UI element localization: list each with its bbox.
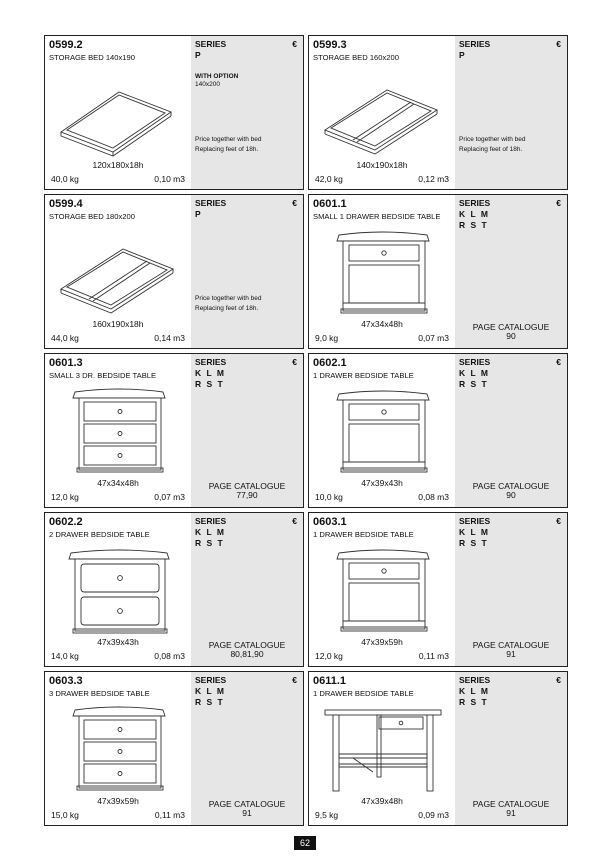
- currency-symbol: €: [556, 675, 561, 685]
- series-panel: [191, 36, 303, 189]
- option-value: 140x200: [195, 81, 220, 88]
- series-panel: [455, 354, 567, 507]
- product-title: 1 DRAWER BEDSIDE TABLE: [313, 371, 414, 380]
- product-code: 0599.2: [49, 39, 83, 51]
- currency-symbol: €: [556, 516, 561, 526]
- page-catalogue-label: PAGE CATALOGUE: [472, 481, 550, 491]
- product-card-0602-2: [44, 512, 304, 667]
- page-catalogue-label: PAGE CATALOGUE: [472, 640, 550, 650]
- product-volume: 0,09 m3: [418, 810, 449, 820]
- product-dimensions: 47x39x43h: [361, 478, 403, 488]
- page-catalogue-label: PAGE CATALOGUE: [208, 640, 286, 650]
- product-weight: 15,0 kg: [51, 810, 79, 820]
- storage-bed-divided-icon: [53, 223, 183, 318]
- bedside-one-drawer-open-icon: [317, 541, 447, 636]
- product-info: [45, 195, 191, 348]
- storage-bed-divided-icon: [317, 64, 447, 159]
- currency-symbol: €: [556, 357, 561, 367]
- product-code: 0599.3: [313, 39, 347, 51]
- page-catalogue-pages: 90: [506, 331, 516, 341]
- product-volume: 0,08 m3: [418, 492, 449, 502]
- series-panel: [191, 672, 303, 825]
- series-codes: P: [195, 50, 203, 60]
- product-volume: 0,11 m3: [418, 651, 449, 661]
- product-title: 1 DRAWER BEDSIDE TABLE: [313, 530, 414, 539]
- product-weight: 14,0 kg: [51, 651, 79, 661]
- product-title: 2 DRAWER BEDSIDE TABLE: [49, 530, 150, 539]
- page-catalogue: [455, 641, 567, 659]
- page-number: 62: [294, 836, 316, 850]
- series-panel: [455, 36, 567, 189]
- currency-symbol: €: [292, 198, 297, 208]
- product-info: [45, 672, 191, 825]
- bedside-one-drawer-open-icon: [317, 382, 447, 477]
- series-codes: K L M R S T: [459, 368, 490, 389]
- page-catalogue: [455, 482, 567, 500]
- product-code: 0599.4: [49, 198, 83, 210]
- series-codes: P: [459, 50, 467, 60]
- currency-symbol: €: [556, 198, 561, 208]
- product-code: 0603.3: [49, 675, 83, 687]
- page-catalogue-pages: 91: [242, 808, 252, 818]
- product-card-0603-3: [44, 671, 304, 826]
- product-title: STORAGE BED 140x190: [49, 53, 135, 62]
- series-label: SERIES: [459, 198, 491, 208]
- series-codes: K L M R S T: [459, 209, 490, 230]
- page-catalogue-pages: 91: [506, 649, 516, 659]
- product-info: [45, 354, 191, 507]
- series-label: SERIES: [459, 675, 491, 685]
- option-title: WITH OPTION: [195, 73, 239, 80]
- page-catalogue-pages: 80,81,90: [230, 649, 264, 659]
- product-volume: 0,14 m3: [154, 333, 185, 343]
- product-code: 0602.1: [313, 357, 347, 369]
- product-card-0603-1: [308, 512, 568, 667]
- product-dimensions: 47x39x59h: [97, 796, 139, 806]
- bedside-three-drawer-icon: [53, 700, 183, 795]
- page-catalogue-label: PAGE CATALOGUE: [208, 799, 286, 809]
- product-dimensions: 160x190x18h: [92, 319, 144, 329]
- product-card-0599-3: [308, 35, 568, 190]
- product-weight: 12,0 kg: [315, 651, 343, 661]
- page-catalogue-pages: 90: [506, 490, 516, 500]
- product-dimensions: 47x34x48h: [97, 478, 139, 488]
- product-volume: 0,07 m3: [154, 492, 185, 502]
- product-code: 0602.2: [49, 516, 83, 528]
- series-codes: K L M R S T: [459, 527, 490, 548]
- product-note: Price together with bed Replacing feet of 18h.: [459, 136, 526, 153]
- series-label: SERIES: [459, 516, 491, 526]
- product-note: Price together with bed Replacing feet of 18h.: [195, 136, 262, 153]
- series-codes: K L M R S T: [459, 686, 490, 707]
- product-weight: 10,0 kg: [315, 492, 343, 502]
- page-catalogue: [191, 800, 303, 818]
- bedside-two-drawer-icon: [53, 541, 183, 636]
- series-panel: [455, 672, 567, 825]
- bedside-three-drawer-icon: [53, 382, 183, 477]
- product-title: STORAGE BED 180x200: [49, 212, 135, 221]
- series-codes: P: [195, 209, 203, 219]
- series-label: SERIES: [195, 516, 227, 526]
- page-catalogue-label: PAGE CATALOGUE: [472, 799, 550, 809]
- product-card-0601-3: [44, 353, 304, 508]
- series-label: SERIES: [459, 39, 491, 49]
- product-info: [309, 36, 455, 189]
- series-panel: [191, 195, 303, 348]
- bedside-one-drawer-open-icon: [317, 223, 447, 318]
- page-catalogue: [455, 800, 567, 818]
- product-info: [309, 195, 455, 348]
- product-code: 0611.1: [313, 675, 347, 687]
- product-volume: 0,12 m3: [418, 174, 449, 184]
- product-title: SMALL 3 DR. BEDSIDE TABLE: [49, 371, 157, 380]
- product-volume: 0,11 m3: [154, 810, 185, 820]
- bedside-legged-table-icon: [317, 700, 447, 795]
- product-card-0599-2: [44, 35, 304, 190]
- series-codes: K L M R S T: [195, 686, 226, 707]
- product-weight: 9,5 kg: [315, 810, 339, 820]
- page-catalogue-pages: 77,90: [236, 490, 258, 500]
- product-weight: 12,0 kg: [51, 492, 79, 502]
- page-catalogue: [191, 482, 303, 500]
- product-title: STORAGE BED 160x200: [313, 53, 399, 62]
- product-info: [45, 36, 191, 189]
- product-dimensions: 140x190x18h: [356, 160, 408, 170]
- product-note: Price together with bed Replacing feet of 18h.: [195, 295, 262, 312]
- series-label: SERIES: [459, 357, 491, 367]
- currency-symbol: €: [292, 675, 297, 685]
- product-card-0599-4: [44, 194, 304, 349]
- product-volume: 0,10 m3: [154, 174, 185, 184]
- product-info: [309, 513, 455, 666]
- product-dimensions: 47x39x43h: [97, 637, 139, 647]
- currency-symbol: €: [292, 357, 297, 367]
- series-panel: [455, 195, 567, 348]
- product-code: 0601.3: [49, 357, 83, 369]
- series-label: SERIES: [195, 357, 227, 367]
- currency-symbol: €: [292, 516, 297, 526]
- product-title: 1 DRAWER BEDSIDE TABLE: [313, 689, 414, 698]
- product-card-0601-1: [308, 194, 568, 349]
- product-info: [309, 354, 455, 507]
- product-volume: 0,07 m3: [418, 333, 449, 343]
- product-weight: 40,0 kg: [51, 174, 79, 184]
- product-weight: 44,0 kg: [51, 333, 79, 343]
- product-title: 3 DRAWER BEDSIDE TABLE: [49, 689, 150, 698]
- series-panel: [191, 513, 303, 666]
- product-card-0611-1: [308, 671, 568, 826]
- product-dimensions: 47x34x48h: [361, 319, 403, 329]
- product-dimensions: 120x180x18h: [92, 160, 144, 170]
- product-dimensions: 47x39x48h: [361, 796, 403, 806]
- product-dimensions: 47x39x59h: [361, 637, 403, 647]
- page-catalogue-label: PAGE CATALOGUE: [208, 481, 286, 491]
- page-catalogue-label: PAGE CATALOGUE: [472, 322, 550, 332]
- series-codes: K L M R S T: [195, 368, 226, 389]
- page-catalogue-pages: 91: [506, 808, 516, 818]
- series-label: SERIES: [195, 39, 227, 49]
- series-label: SERIES: [195, 675, 227, 685]
- currency-symbol: €: [556, 39, 561, 49]
- product-info: [309, 672, 455, 825]
- page-catalogue: [191, 641, 303, 659]
- product-info: [45, 513, 191, 666]
- series-codes: K L M R S T: [195, 527, 226, 548]
- product-title: SMALL 1 DRAWER BEDSIDE TABLE: [313, 212, 441, 221]
- product-card-0602-1: [308, 353, 568, 508]
- product-code: 0603.1: [313, 516, 347, 528]
- currency-symbol: €: [292, 39, 297, 49]
- product-weight: 42,0 kg: [315, 174, 343, 184]
- series-panel: [455, 513, 567, 666]
- product-code: 0601.1: [313, 198, 347, 210]
- page-catalogue: [455, 323, 567, 341]
- series-panel: [191, 354, 303, 507]
- storage-bed-icon: [53, 64, 183, 159]
- product-volume: 0,08 m3: [154, 651, 185, 661]
- series-label: SERIES: [195, 198, 227, 208]
- product-weight: 9,0 kg: [315, 333, 339, 343]
